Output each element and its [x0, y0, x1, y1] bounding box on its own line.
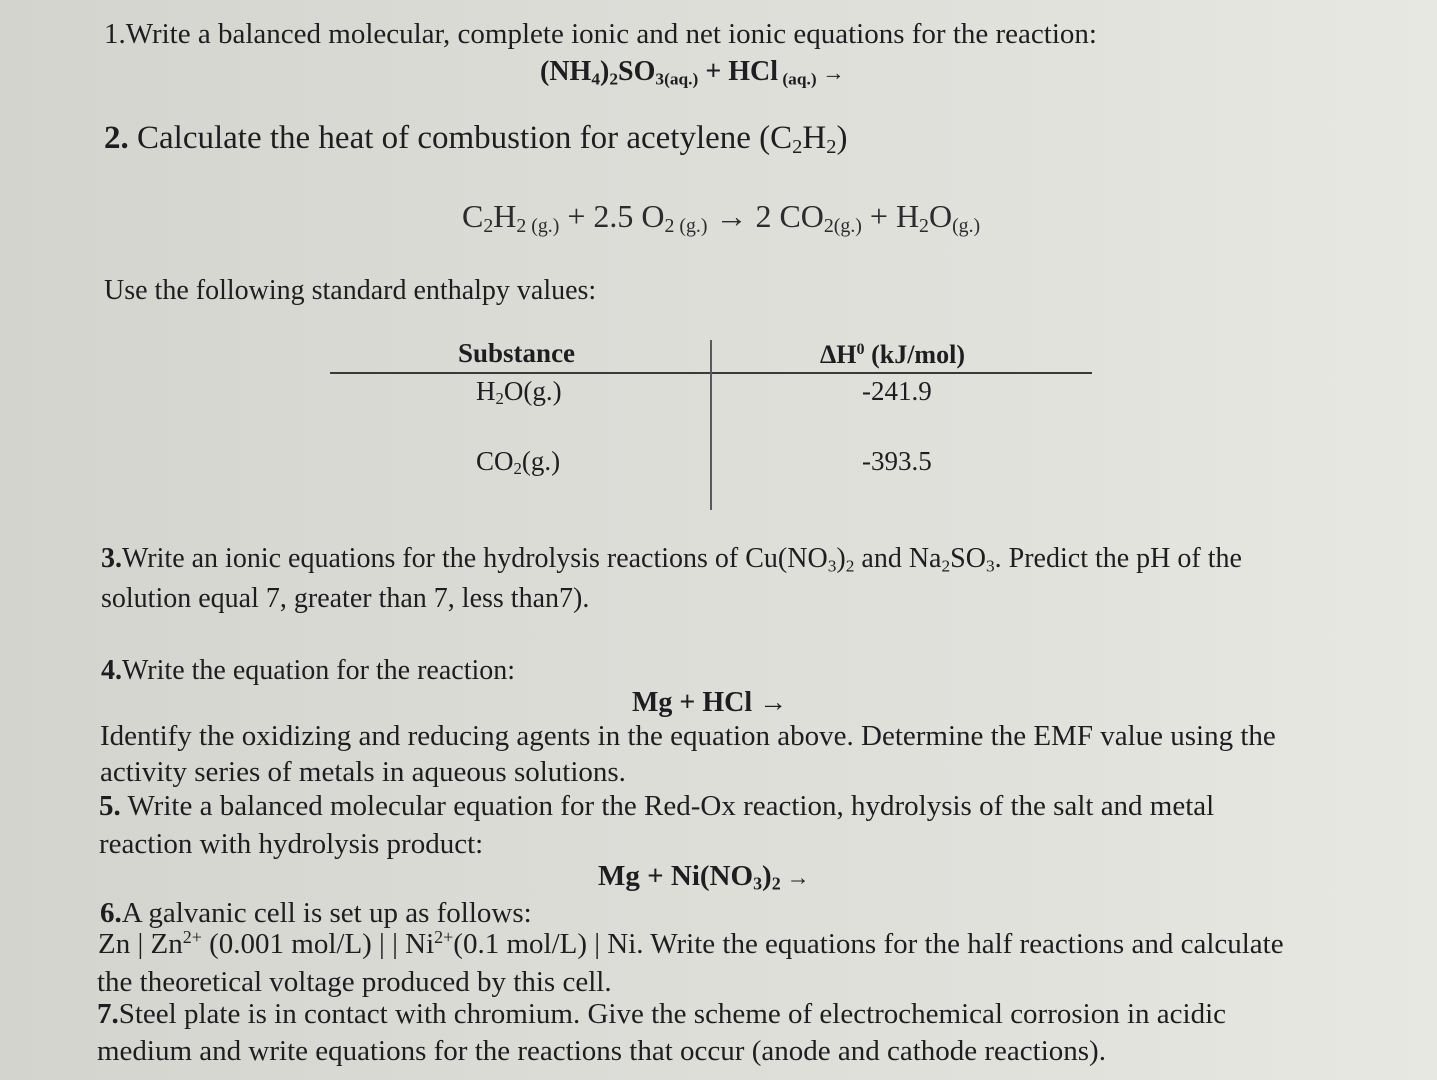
question-number: 3.: [101, 543, 122, 574]
equation-2: [462, 198, 981, 237]
question-7-line-2: medium and write equations for the reactions that occur (anode and cathode reactions).: [97, 1035, 1106, 1067]
question-text: Steel plate is in contact with chromium. Give the scheme of electrochemical corrosion in acidic: [118, 998, 1227, 1030]
eq-subscript: 2: [495, 389, 504, 409]
galvanic-cell-notation: [98, 927, 1284, 960]
question-7: [97, 1000, 1226, 1029]
eq-superscript: 2+: [434, 927, 454, 948]
eq-superscript: 2+: [182, 927, 202, 948]
question-number: 5.: [99, 790, 121, 822]
eq-subscript: 2: [609, 69, 619, 89]
eq-part: O: [928, 198, 953, 234]
eq-part: H: [476, 376, 496, 406]
question-text: ): [836, 120, 848, 156]
arrow: →: [816, 60, 845, 85]
eq-subscript: 2: [919, 214, 929, 237]
question-text: ): [836, 543, 846, 574]
eq-subscript: 2: [845, 556, 855, 576]
eq-part: C: [462, 198, 484, 234]
eq-subscript: (aq.): [778, 69, 817, 89]
question-text: Write the equation for the reaction:: [122, 655, 516, 686]
equation-5: [598, 860, 810, 894]
eq-part: (NH: [540, 56, 592, 87]
question-number: 2.: [104, 120, 129, 156]
eq-part: ΔH: [820, 340, 857, 369]
question-text: Write a balanced molecular, complete ionic and net ionic equations for the reaction:: [125, 18, 1097, 50]
eq-subscript: 2: [792, 136, 803, 159]
table-header-enthalpy: [820, 342, 965, 368]
eq-part: (0.1 mol/L) | Ni. Write the equations for the half reactions and calculate: [453, 928, 1284, 960]
table-cell-value: -241.9: [862, 376, 932, 406]
eq-subscript: 2: [483, 214, 494, 237]
eq-part: H: [493, 198, 517, 234]
question-5: [99, 792, 1214, 821]
eq-subscript: 2: [826, 136, 837, 159]
question-5-line-2: reaction with hydrolysis product:: [99, 828, 484, 860]
question-4-line-2: activity series of metals in aqueous solutions.: [100, 756, 626, 788]
question-number: 1.: [104, 18, 126, 50]
enthalpy-instruction: Use the following standard enthalpy values:: [104, 275, 597, 306]
question-text: Write a balanced molecular equation for the Red-Ox reaction, hydrolysis of the salt and metal: [120, 790, 1215, 822]
eq-subscript: 2 (g.): [516, 214, 560, 237]
eq-subscript: 3(aq.): [655, 69, 699, 89]
eq-subscript: 3: [753, 873, 763, 894]
question-number: 6.: [100, 897, 122, 929]
question-1: [104, 20, 1097, 49]
question-text: and Na: [854, 543, 942, 574]
eq-subscript: 2: [771, 873, 781, 894]
eq-part: + 2.5 O: [559, 198, 665, 234]
question-text: Calculate the heat of combustion for acetylene (C: [128, 120, 793, 156]
eq-subscript: 2: [941, 556, 951, 576]
eq-part: + HCl: [698, 56, 779, 87]
equation-1: [540, 56, 845, 89]
eq-part: + H: [861, 198, 920, 234]
eq-subscript: 2: [513, 459, 522, 479]
eq-subscript: 3: [985, 556, 995, 576]
eq-subscript: 3: [827, 556, 837, 576]
eq-subscript: 2(g.): [823, 214, 862, 237]
arrow: →: [780, 865, 810, 891]
eq-part: SO: [618, 56, 656, 87]
eq-part: (g.): [521, 446, 561, 476]
question-text: SO: [950, 543, 986, 574]
eq-superscript: 0: [856, 341, 865, 359]
question-text: H: [802, 120, 827, 156]
eq-subscript: 2 (g.): [664, 214, 708, 237]
table-cell-value: -393.5: [862, 446, 932, 476]
question-6: [100, 899, 532, 928]
eq-part: O(g.): [503, 376, 562, 406]
question-text: A galvanic cell is set up as follows:: [121, 897, 532, 929]
table-header-substance: Substance: [458, 338, 576, 368]
eq-part: CO: [476, 446, 514, 476]
eq-part: ): [600, 56, 610, 87]
eq-part: ): [762, 860, 772, 892]
question-2: [104, 120, 848, 159]
eq-part: (kJ/mol): [864, 340, 965, 369]
question-number: 4.: [101, 655, 122, 686]
table-cell-substance: [476, 446, 561, 479]
question-text: Write an ionic equations for the hydrolysis reactions of Cu(NO: [122, 543, 828, 574]
question-4-line-1: Identify the oxidizing and reducing agents in the equation above. Determine the EMF value using the: [100, 720, 1276, 752]
eq-part: Mg + Ni(NO: [598, 860, 754, 892]
question-text: . Predict the pH of the: [994, 543, 1242, 574]
eq-subscript: (g.): [952, 214, 981, 237]
eq-part: Zn | Zn: [98, 928, 183, 960]
eq-part: → 2 CO: [707, 198, 824, 234]
eq-part: (0.001 mol/L) | | Ni: [201, 928, 435, 960]
equation-4: Mg + HCl →: [632, 687, 788, 718]
question-3: [101, 543, 1242, 576]
question-3-line-2: solution equal 7, greater than 7, less than7).: [101, 583, 590, 614]
table-column-rule: [710, 340, 712, 510]
question-6-line-3: the theoretical voltage produced by this cell.: [97, 966, 612, 998]
table-cell-substance: [476, 376, 562, 409]
question-number: 7.: [97, 998, 119, 1030]
question-4: [101, 657, 515, 685]
eq-subscript: 4: [591, 69, 601, 89]
